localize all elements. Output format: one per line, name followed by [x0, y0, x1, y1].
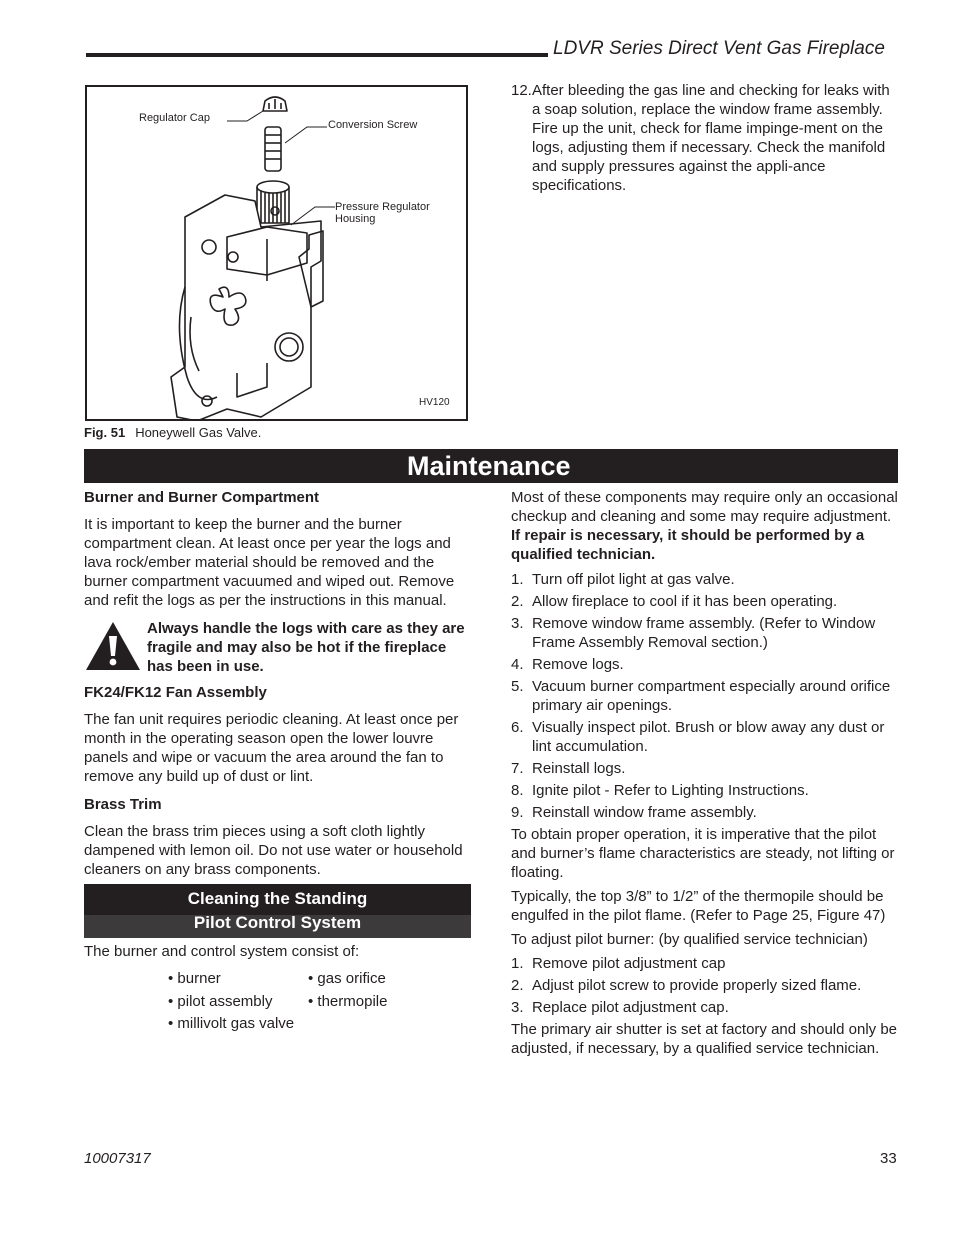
bullet-burner-text: burner: [177, 970, 221, 987]
label-regulator-cap: Regulator Cap: [139, 112, 210, 124]
intro-paragraph: [511, 488, 901, 564]
step-12-number: 12.: [511, 82, 532, 99]
label-pressure-regulator-line1: Pressure Regulator: [335, 201, 430, 213]
operation-paragraph: To obtain proper operation, it is imperative that the pilot and burner’s flame characteristics are steady, not lifting or floating.: [511, 826, 895, 881]
label-pressure-regulator-line2: Housing: [335, 213, 376, 225]
brass-section: [84, 796, 471, 879]
step-text: Replace pilot adjustment cap.: [532, 999, 729, 1016]
step-text: Adjust pilot screw to provide properly sized flame.: [532, 977, 862, 994]
bullet-gas-orifice-text: gas orifice: [317, 970, 386, 987]
section-title: Maintenance: [407, 451, 571, 481]
step-text: Remove window frame assembly. (Refer to Window Frame Assembly Removal section.): [532, 615, 876, 651]
gas-valve-illustration: [87, 87, 466, 419]
header-title: LDVR Series Direct Vent Gas Fireplace: [553, 38, 885, 59]
list-item: 2. Allow fireplace to cool if it has been operating.: [511, 593, 838, 610]
page-number: 33: [880, 1150, 897, 1167]
figure-frame: [85, 85, 468, 421]
figure-caption: [84, 425, 261, 440]
adjust-steps: [511, 954, 901, 1017]
header-rule: [86, 53, 548, 57]
intro-bold: If repair is necessary, it should be performed by a qualified technician.: [511, 527, 865, 563]
fan-section: [84, 684, 471, 786]
list-item: 1. Turn off pilot light at gas valve.: [511, 571, 735, 588]
list-item: 9. Reinstall window frame assembly.: [511, 804, 757, 821]
doc-number: 10007317: [84, 1150, 151, 1167]
burner-text: It is important to keep the burner and the burner compartment clean. At least once per year the logs and lava rock/ember material should be removed and the burner compartment vacuumed and wiped out. Remove and refit the logs as per the instructions in this manual.: [84, 516, 455, 609]
air-shutter-paragraph: The primary air shutter is set at factory and should only be adjusted, if necessary, by a qualified service technician.: [511, 1021, 898, 1057]
step-text: Allow fireplace to cool if it has been operating.: [532, 593, 838, 610]
bullet-thermopile-text: thermopile: [317, 993, 388, 1010]
subsection-banner: [84, 884, 471, 938]
thermopile-paragraph: Typically, the top 3/8” to 1/2” of the thermopile should be engulfed in the pilot flame. (Refer to Page 25, Figure 47): [511, 888, 886, 924]
maintenance-steps: [511, 570, 901, 822]
list-item: 3. Replace pilot adjustment cap.: [511, 999, 729, 1016]
bullet-gas-orifice: • gas orifice: [308, 970, 386, 987]
figure-number: Fig. 51: [84, 425, 126, 440]
label-pressure-regulator: [335, 201, 430, 225]
list-item: 5. Vacuum burner compartment especially around orifice primary air openings.: [511, 678, 891, 714]
step-text: Reinstall logs.: [532, 760, 626, 777]
step-text: Turn off pilot light at gas valve.: [532, 571, 735, 588]
step-text: Vacuum burner compartment especially around orifice primary air openings.: [532, 678, 891, 714]
list-item: 6. Visually inspect pilot. Brush or blow away any dust or lint accumulation.: [511, 719, 885, 755]
bullet-millivolt-text: millivolt gas valve: [177, 1015, 295, 1032]
step-12-text: After bleeding the gas line and checking for leaks with a soap solution, replace the window frame assembly. Fire up the unit, check for flame impinge-ment on the logs, adjusting them if necessary. Check the manifold and supply pressures against the appli-ance specifications.: [532, 82, 890, 194]
list-item: 3. Remove window frame assembly. (Refer to Window Frame Assembly Removal section.): [511, 615, 876, 651]
step-text: Visually inspect pilot. Brush or blow away any dust or lint accumulation.: [532, 719, 885, 755]
list-item: 8. Ignite pilot - Refer to Lighting Instructions.: [511, 782, 809, 799]
step-text: Remove pilot adjustment cap: [532, 955, 726, 972]
adjust-paragraph: To adjust pilot burner: (by qualified service technician): [511, 931, 868, 948]
left-column: [84, 489, 471, 610]
bullet-thermopile: • thermopile: [308, 993, 388, 1010]
brass-text: Clean the brass trim pieces using a soft cloth lightly dampened with lemon oil. Do not use water or household cleaners on any brass components.: [84, 823, 463, 878]
intro-plain: Most of these components may require only an occasional checkup and cleaning and some may require adjustment.: [511, 489, 898, 525]
section-banner: [84, 449, 898, 483]
bullet-burner: • burner: [168, 970, 221, 987]
consist-text: The burner and control system consist of:: [84, 943, 360, 960]
subsection-title-line1: Cleaning the Standing: [187, 889, 368, 908]
bullet-pilot-assembly: • pilot assembly: [168, 993, 273, 1010]
label-conversion-screw: Conversion Screw: [328, 119, 418, 131]
fan-heading: FK24/FK12 Fan Assembly: [84, 684, 267, 701]
list-item: 7. Reinstall logs.: [511, 760, 626, 777]
right-column: [511, 488, 901, 1058]
step-12: [511, 81, 901, 198]
step-text: Ignite pilot - Refer to Lighting Instructions.: [532, 782, 809, 799]
list-item: 1. Remove pilot adjustment cap: [511, 955, 726, 972]
brass-heading: Brass Trim: [84, 796, 162, 813]
bullet-millivolt-gas-valve: • millivolt gas valve: [168, 1015, 295, 1032]
figure-code: HV120: [419, 397, 450, 408]
list-item: 4. Remove logs.: [511, 656, 624, 673]
subsection-title-line2: Pilot Control System: [193, 913, 362, 932]
bullet-pilot-assembly-text: pilot assembly: [177, 993, 273, 1010]
warning-icon: [84, 620, 142, 672]
step-text: Remove logs.: [532, 656, 624, 673]
warning-text: Always handle the logs with care as they are fragile and may also be hot if the fireplace has been in use.: [147, 620, 465, 675]
step-text: Reinstall window frame assembly.: [532, 804, 757, 821]
figure-caption-text: Honeywell Gas Valve.: [135, 425, 262, 440]
burner-heading: Burner and Burner Compartment: [84, 489, 320, 506]
fan-text: The fan unit requires periodic cleaning. At least once per month in the operating season open the lower louvre panels and wipe or vacuum the area around the fan to remove any build up of dust or lint.: [84, 711, 459, 785]
list-item: 2. Adjust pilot screw to provide properly sized flame.: [511, 977, 862, 994]
